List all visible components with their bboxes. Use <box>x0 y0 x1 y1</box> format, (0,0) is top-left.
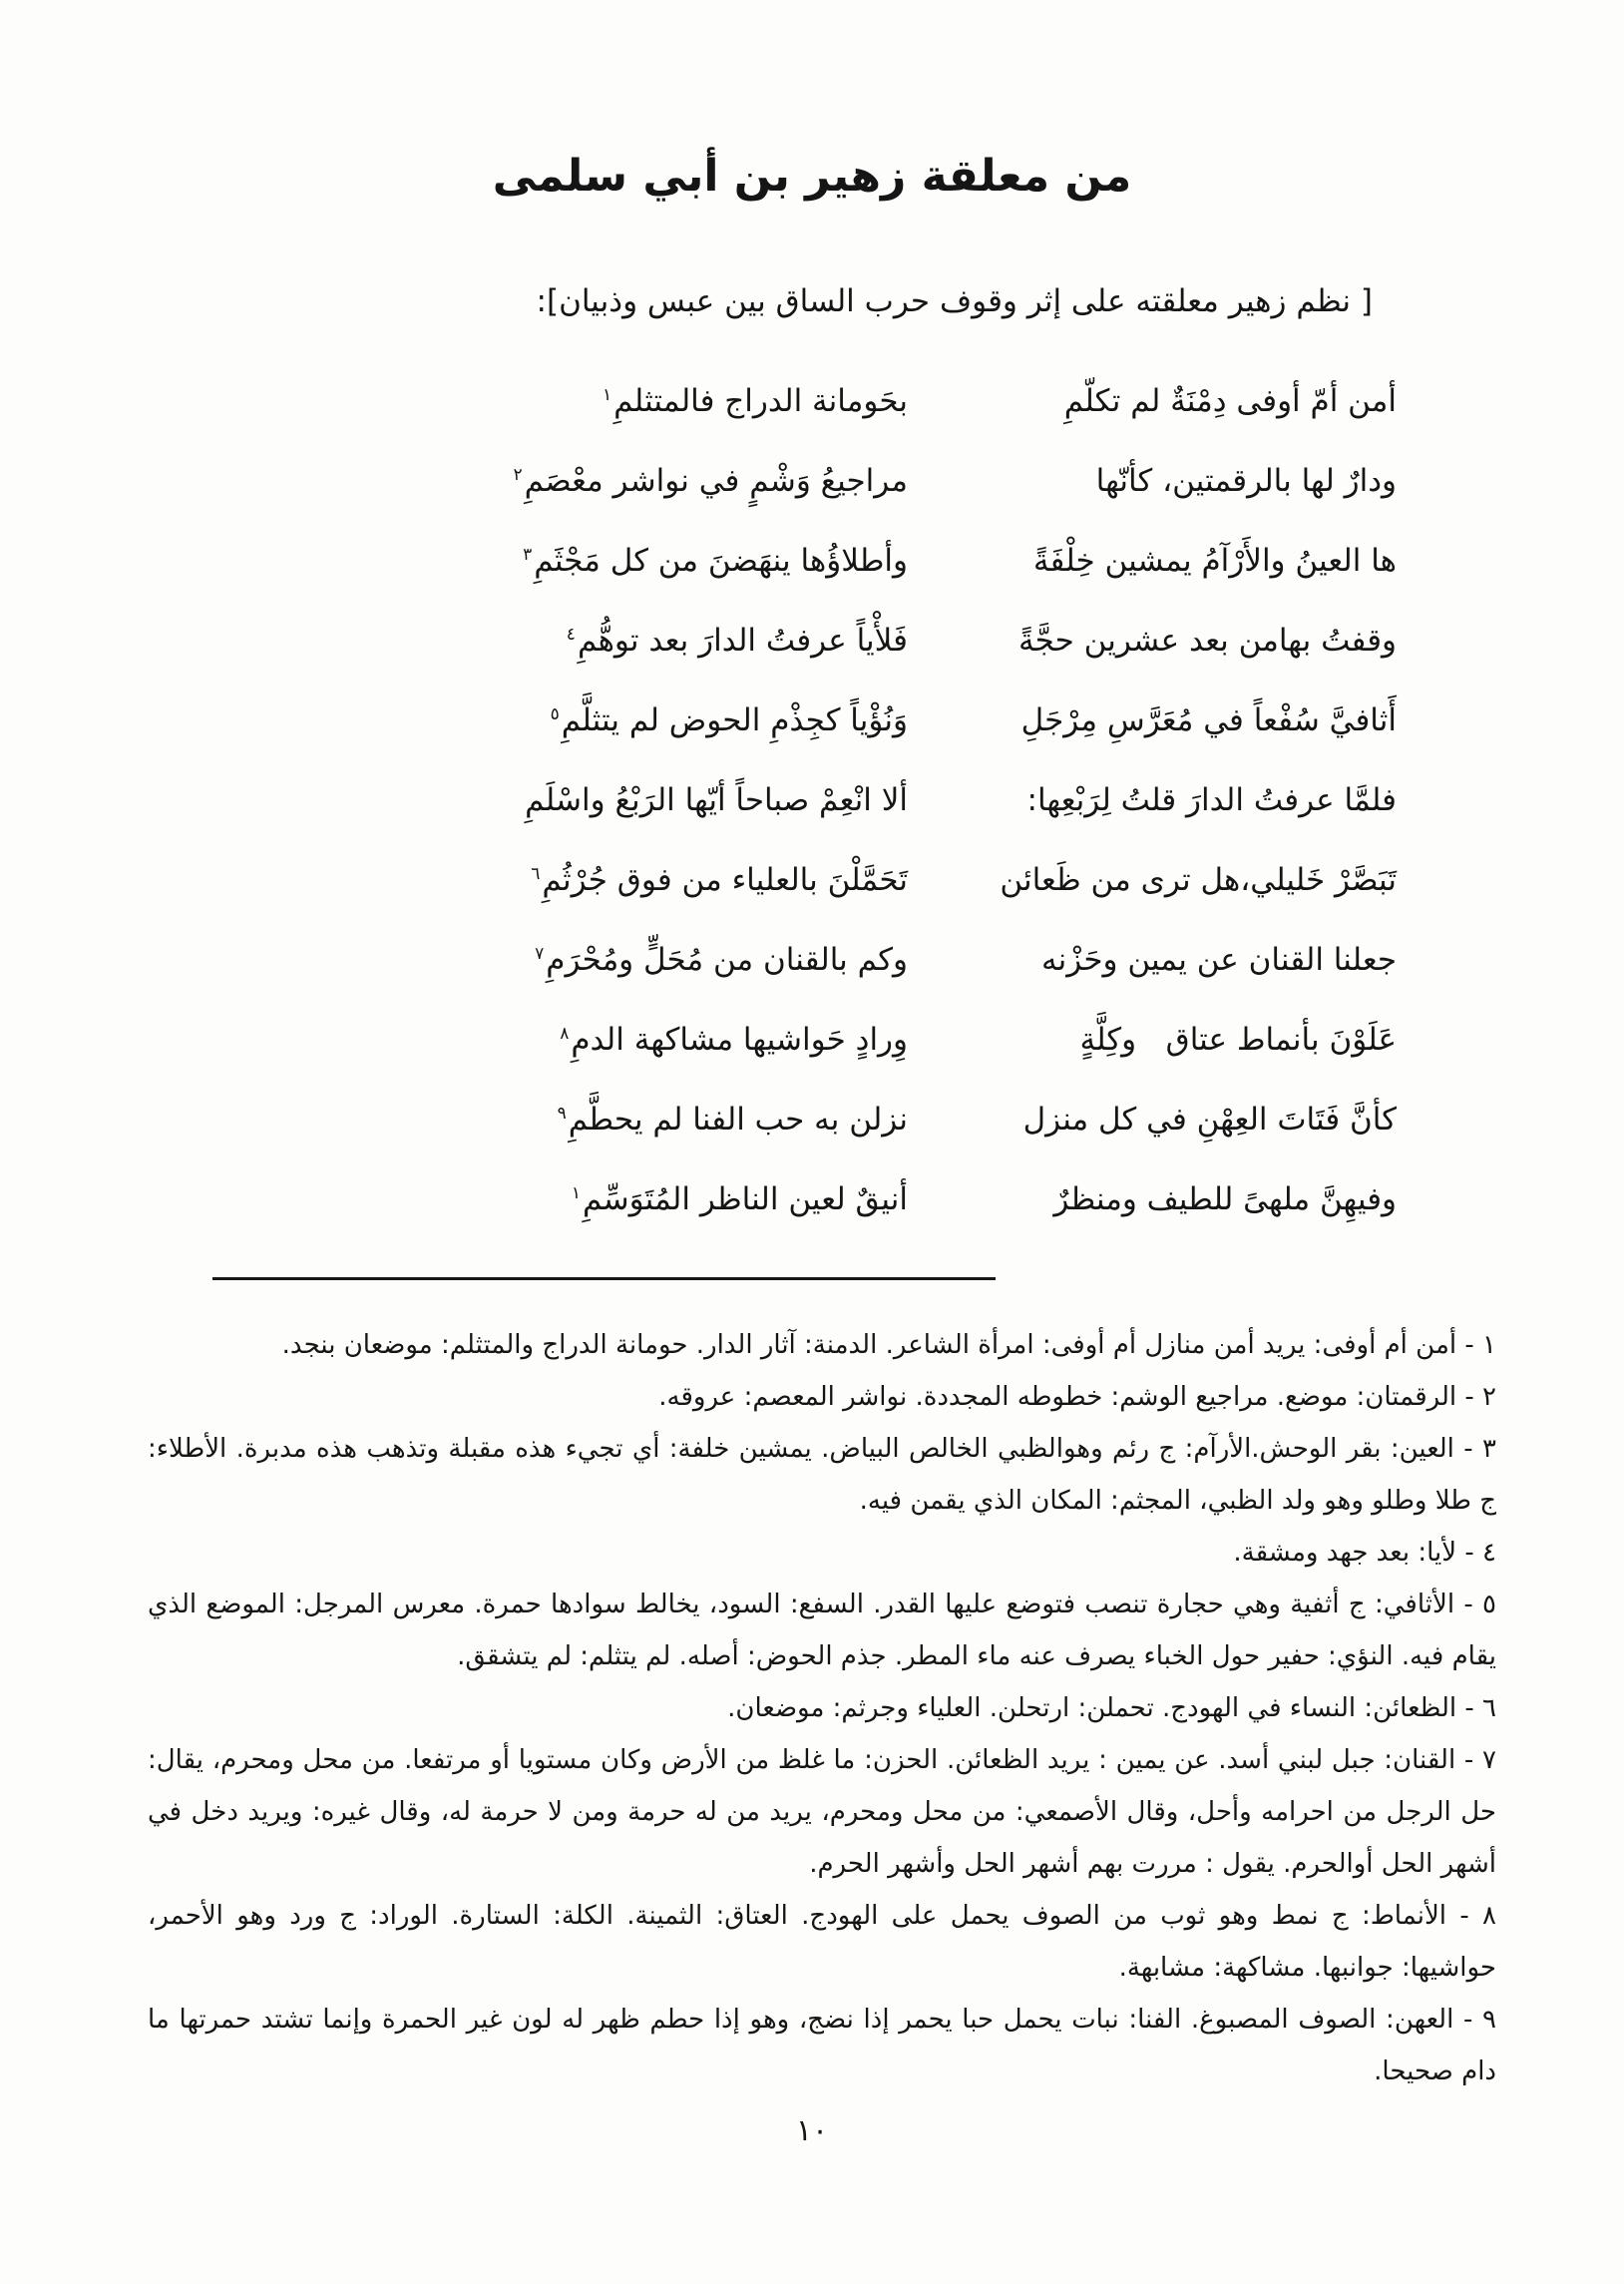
footnote-number: ١ - <box>1456 1330 1496 1360</box>
footnote-marker: ٨ <box>560 1023 570 1044</box>
hemistich-first: كأنَّ فَتَاتَ العِهْنِ في كل منزل <box>1022 1102 1397 1138</box>
hemistich-second-text: وِرادٍ حَواشيها مشاكهة الدمِ <box>571 1022 908 1058</box>
hemistich-first: عَلَوْنَ بأنماط عتاق وكِلَّةٍ <box>1079 1022 1397 1058</box>
hemistich-first: تَبَصَّرْ خَليلي،هل ترى من ظَعائن <box>1000 862 1397 898</box>
hemistich-second-text: ألا انْعِمْ صباحاً أيّها الرَبْعُ واسْلَمِ <box>525 782 908 818</box>
footnote-marker: ٤ <box>566 624 576 645</box>
verse-row <box>0 445 1624 525</box>
page-number: ١٠ <box>795 2113 829 2148</box>
footnote-number: ٧ - <box>1455 1745 1496 1775</box>
footnote <box>148 1423 1496 1527</box>
footnote-number: ٩ - <box>1453 2005 1496 2035</box>
footnote-marker: ٥ <box>550 703 560 724</box>
hemistich-second <box>560 1022 908 1058</box>
poem-introduction: [ نظم زهير معلقته على إثر وقوف حرب الساق بين عبس وذبيان]: <box>536 283 1373 319</box>
hemistich-first: فلمَّا عرفتُ الدارَ قلتُ لِرَبْعِها: <box>1026 782 1397 818</box>
footnote-number: ٢ - <box>1456 1382 1496 1412</box>
hemistich-second-text: وأطلاؤُها ينهَضنَ من كل مَجْثَمِ <box>534 543 908 579</box>
footnote-number: ٥ - <box>1454 1590 1497 1619</box>
page-title: من معلقة زهير بن أبي سلمى <box>492 151 1132 203</box>
hemistich-first: وفيهِنَّ ملهىً للطيف ومنظرٌ <box>1053 1181 1397 1217</box>
footnote-text: الأنماط: ج نمط وهو ثوب من الصوف يحمل على الهودج. العتاق: الثمينة. الكلة: الستارة. الوراد: ج ورد وهو الأحمر، حواشيها: جوانبها. مشاكهة: مشابهة. <box>148 1901 1496 1983</box>
hemistich-second-text: فَلأْياً عرفتُ الدارَ بعد توهُّمِ <box>577 623 908 659</box>
hemistich-first: ودارٌ لها بالرقمتين، كأنّها <box>1095 463 1397 499</box>
footnote <box>148 1579 1496 1682</box>
hemistich-second <box>567 623 908 659</box>
footnote-marker: ٩ <box>557 1103 567 1124</box>
footnote-marker: ٢ <box>513 464 523 485</box>
hemistich-second-text: وكم بالقنان من مُحَلٍّ ومُحْرَمِ <box>546 942 908 978</box>
footnote-number: ٨ - <box>1446 1901 1496 1931</box>
footnote <box>148 1319 1496 1371</box>
footnote <box>148 1371 1496 1423</box>
hemistich-second <box>572 1181 908 1217</box>
footnote-marker: ٣ <box>523 544 533 565</box>
hemistich-first: أمن أمّ أوفى دِمْنَةٌ لم تكلّمِ <box>1063 383 1397 419</box>
hemistich-first: وقفتُ بهامن بعد عشرين حجَّةً <box>1017 623 1397 659</box>
footnote-marker: ٧ <box>535 943 545 964</box>
verse-row <box>0 1163 1624 1243</box>
footnote-number: ٤ - <box>1456 1538 1496 1568</box>
footnote-text: الأثافي: ج أثفية وهي حجارة تنصب فتوضع عليها القدر. السفع: السود، يخالط سوادها حمرة. معرس المرجل: الموضع الذي يقام فيه. النؤي: حفير حول الخباء يصرف عنه ماء المطر. جذم الحوض: أصله. لم يتثلم: لم يتشقق. <box>148 1590 1496 1671</box>
verse-row <box>0 924 1624 1004</box>
poem-body <box>0 365 1624 1243</box>
footnote-text: لأيا: بعد جهد ومشقة. <box>1233 1538 1457 1568</box>
footnote-marker: ١ <box>571 1182 582 1203</box>
hemistich-second <box>523 543 908 579</box>
footnote-text: العين: بقر الوحش.الأرآم: ج رئم وهوالظبي الخالص البياض. يمشين خلفة: أي تجيء هذه مقبلة وتذهب هذه مدبرة. الأطلاء: ج طلا وطلو وهو ولد الظبي، المجثم: المكان الذي يقمن فيه. <box>148 1434 1496 1516</box>
footnote <box>148 1734 1496 1890</box>
hemistich-first: ها العينُ والأَرْآمُ يمشين خِلْفَةً <box>1032 543 1397 579</box>
hemistich-second <box>551 702 908 738</box>
verse-row <box>0 685 1624 764</box>
footnote-number: ٣ - <box>1453 1434 1496 1464</box>
verse-row <box>0 365 1624 445</box>
footnote-number: ٦ - <box>1456 1693 1496 1723</box>
hemistich-second <box>531 862 908 898</box>
footnote-text: العهن: الصوف المصبوغ. الفنا: نبات يحمل حبا يحمر إذا نضج، وهو إذا حطم ظهر له لون غير الحمرة وإنما تشتد حمرتها ما دام صحيحا. <box>148 2005 1496 2086</box>
verse-row <box>0 1084 1624 1163</box>
footnote <box>148 1682 1496 1734</box>
hemistich-first: أَثافيَّ سُفْعاً في مُعَرَّسِ مِرْجَلِ <box>1020 702 1397 738</box>
verse-row <box>0 764 1624 844</box>
verse-row <box>0 1004 1624 1084</box>
footnote-divider <box>212 1277 996 1280</box>
footnote <box>148 1527 1496 1579</box>
verse-row <box>0 605 1624 685</box>
footnote <box>148 1994 1496 2097</box>
footnote-text: أمن أم أوفى: يريد أمن منازل أم أوفى: امرأة الشاعر. الدمنة: آثار الدار. حومانة الدراج والمتثلم: موضعان بنجد. <box>281 1330 1457 1360</box>
hemistich-second-text: نزلن به حب الفنا لم يحطَّمِ <box>568 1102 908 1138</box>
footnote-text: الظعائن: النساء في الهودج. تحملن: ارتحلن. العلياء وجرثم: موضعان. <box>727 1693 1457 1723</box>
hemistich-second <box>558 1102 908 1138</box>
hemistich-second <box>523 782 908 818</box>
footnote <box>148 1890 1496 1994</box>
hemistich-second-text: مراجيعُ وَشْمٍ في نواشر معْصَمِ <box>524 463 908 499</box>
verse-row <box>0 525 1624 605</box>
hemistich-first: جعلنا القنان عن يمين وحَزْنه <box>1041 942 1397 978</box>
hemistich-second <box>603 383 908 419</box>
footnote-marker: ١ <box>603 384 612 405</box>
footnote-text: الرقمتان: موضع. مراجيع الوشم: خطوطه المجددة. نواشر المعصم: عروقه. <box>658 1382 1457 1412</box>
verse-row <box>0 844 1624 924</box>
hemistich-second-text: أنيقٌ لعين الناظر المُتَوَسِّمِ <box>583 1181 908 1217</box>
hemistich-second-text: تَحَمَّلْنَ بالعلياء من فوق جُرْثُمِ <box>542 862 908 898</box>
hemistich-second-text: بحَومانة الدراج فالمتثلمِ <box>613 383 908 419</box>
hemistich-second-text: وَنُؤْياً كجِذْمِ الحوض لم يتثلَّمِ <box>561 702 908 738</box>
footnotes-section <box>148 1319 1496 2097</box>
footnote-marker: ٦ <box>531 863 541 884</box>
hemistich-second <box>513 463 908 499</box>
footnote-text: القنان: جبل لبني أسد. عن يمين : يريد الظعائن. الحزن: ما غلظ من الأرض وكان مستويا أو مرتفعا. من محل ومحرم، يقال: حل الرجل من احرامه وأحل، وقال الأصمعي: من محل ومحرم، يريد من له حرمة ومن لا حرمة له، وقال غيره: ويريد دخل في أشهر الحل أوالحرم. يقول : مررت بهم أشهر الحل وأشهر الحرم. <box>148 1745 1496 1879</box>
hemistich-second <box>535 942 908 978</box>
